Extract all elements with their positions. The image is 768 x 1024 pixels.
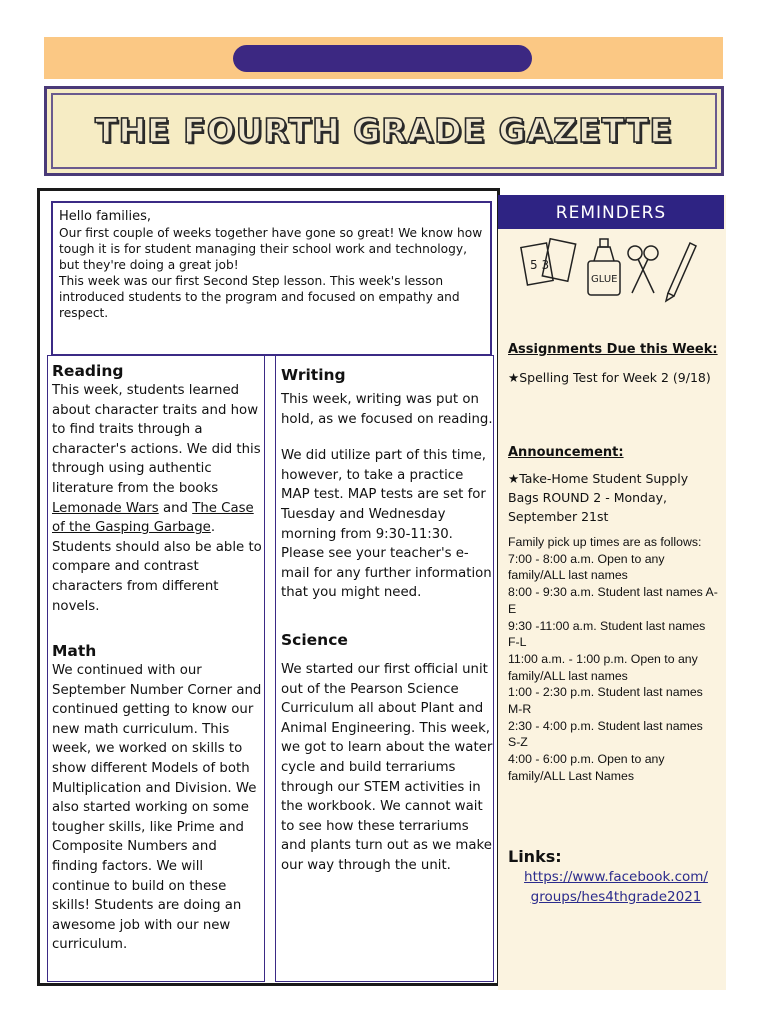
math-text: We continued with our September Number Corner and continued getting to know our new math curriculum. This week, we worked on skills to show different Models of both Multiplication and Division. We also started working on some tougher skills, like Prime and Composite Numbers and finding factors. We will continue to build on these skills! Students are doing an awesome job with our new curriculum. — [52, 663, 262, 953]
glue-label: GLUE — [591, 274, 618, 285]
banner-pill — [233, 45, 532, 72]
math-title: Math — [52, 642, 97, 660]
math-section — [52, 642, 262, 955]
reading-title: Reading — [52, 362, 124, 380]
book-gasping-garbage: The Case of the Gasping Garbage — [52, 500, 254, 536]
science-text: We started our first official unit out of the Pearson Science Curriculum all about Plant and Animal Engineering. This week, we got to learn about the water cycle and build terrariums through our STEM activities in the workbook. We cannot wait to see how these terrariums and plants turn out as we make our way through the unit. — [281, 662, 493, 873]
assignment-item: ★Spelling Test for Week 2 (9/18) — [508, 370, 711, 385]
intro-letter — [51, 201, 492, 356]
intro-paragraph-1: Our first couple of weeks together have gone so great! We know how tough it is for student managing their school work and technology, but they're doing a great job! — [59, 226, 483, 272]
facebook-link[interactable] — [508, 867, 724, 907]
pickup-intro: Family pick up times are as follows: — [508, 535, 702, 549]
facebook-link-line-1[interactable]: https://www.facebook.com/ — [524, 869, 708, 885]
links-title: Links: — [508, 847, 562, 866]
left-column — [47, 355, 265, 982]
writing-section — [281, 366, 493, 603]
book-lemonade-wars: Lemonade Wars — [52, 500, 159, 516]
pickup-time: 9:30 -11:00 a.m. Student last names F-L — [508, 618, 706, 650]
reading-section — [52, 362, 262, 616]
writing-paragraph-1: This week, writing was put on hold, as we focused on reading. — [281, 392, 493, 427]
science-title: Science — [281, 631, 348, 649]
announcement-title: Announcement: — [508, 445, 624, 460]
newsletter-title: THE FOURTH GRADE GAZETTE — [95, 111, 673, 150]
flashcard-digits: 5 3 — [530, 258, 550, 272]
reminders-sidebar — [498, 195, 726, 990]
right-column — [275, 355, 494, 982]
intro-paragraph-2: This week was our first Second Step lesson. This week's lesson introduced students to the program and focused on empathy and respect. — [59, 274, 460, 320]
facebook-link-line-2[interactable]: groups/hes4thgrade2021 — [530, 889, 702, 905]
reading-and: and — [158, 500, 193, 516]
intro-greeting: Hello families, — [59, 209, 152, 224]
reading-text-start: This week, students learned about character traits and how to find traits through a character's actions. We did this through using authentic literature from the books — [52, 383, 261, 496]
school-supplies-icon — [518, 233, 698, 303]
announcement-item: ★Take-Home Student Supply Bags ROUND 2 - Monday, September 21st — [508, 471, 689, 524]
pickup-times — [508, 534, 718, 785]
reading-text — [52, 381, 262, 616]
masthead — [44, 86, 724, 176]
reading-text-end: . Students should also be able to compare and contrast characters from different novels. — [52, 520, 262, 614]
pickup-time: 4:00 - 6:00 p.m. Open to any family/ALL Last Names — [508, 752, 665, 783]
writing-paragraph-2: We did utilize part of this time, however, to take a practice MAP test. MAP tests are set for Tuesday and Wednesday morning from 9:30-11:30. Please see your teacher's e-mail for any further information that you might need. — [281, 448, 492, 601]
pickup-time: 8:00 - 9:30 a.m. Student last names A-E — [508, 585, 718, 616]
pickup-time: 11:00 a.m. - 1:00 p.m. Open to any family/ALL last names — [508, 651, 698, 683]
pickup-time: 7:00 - 8:00 a.m. Open to any family/ALL last names — [508, 551, 665, 583]
writing-title: Writing — [281, 366, 346, 384]
pickup-time: 2:30 - 4:00 p.m. Student last names S-Z — [508, 718, 703, 750]
science-section — [281, 631, 493, 876]
reminders-header: REMINDERS — [498, 195, 724, 229]
pickup-time: 1:00 - 2:30 p.m. Student last names M-R — [508, 685, 703, 717]
assignments-title: Assignments Due this Week: — [508, 342, 718, 357]
